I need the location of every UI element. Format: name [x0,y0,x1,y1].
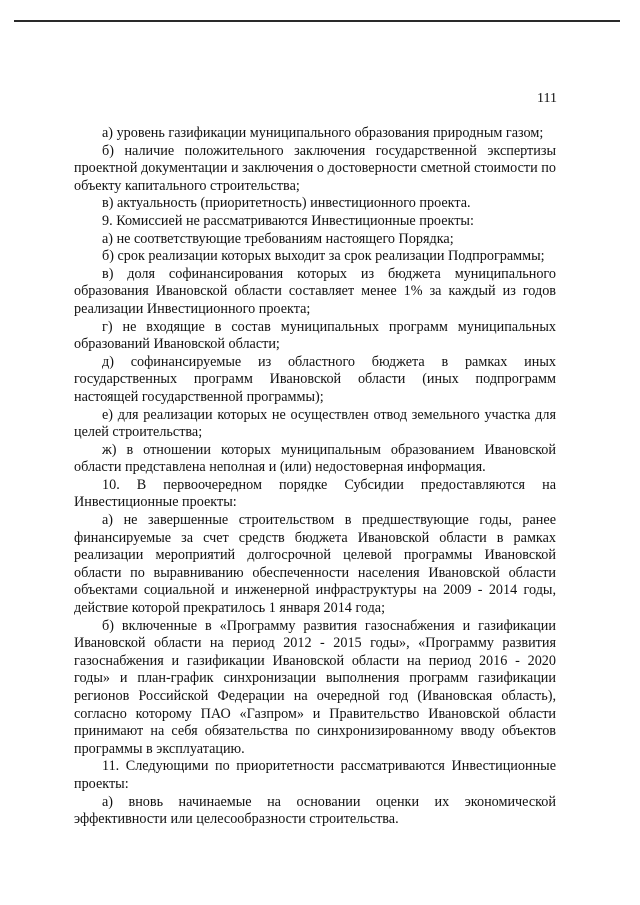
document-body [74,125,556,829]
paragraph: а) не соответствующие требованиям настоящего Порядка; [102,230,454,247]
paragraph: а) не завершенные строительством в предшествующие годы, ранее финансируемые за счет средств бюджета Ивановской области в рамках реализации мероприятий долгосрочной целевой программы Ивановской области по выравниванию обеспеченности населения Ивановской области объектами социальной и инженерной инфраструктуры на 2009 - 2014 годы, действие которой прекратилось 1 января 2014 года; [74,512,556,617]
paragraph: г) не входящие в состав муниципальных программ муниципальных образований Ивановской области; [74,318,556,353]
paragraph: 10. В первоочередном порядке Субсидии предоставляются на Инвестиционные проекты: [74,476,556,511]
paragraph: а) уровень газификации муниципального образования природным газом; [102,125,544,141]
paragraph: 9. Комиссией не рассматриваются Инвестиционные проекты: [102,212,474,229]
top-rule [14,20,620,22]
paragraph: б) срок реализации которых выходит за срок реализации Подпрограммы; [102,248,545,265]
paragraph: ж) в отношении которых муниципальным образованием Ивановской области представлена неполная и (или) недостоверная информация. [74,441,556,476]
paragraph: б) наличие положительного заключения государственной экспертизы проектной документации и заключения о достоверности сметной стоимости по объекту капитального строительства; [74,142,556,194]
paragraph: д) софинансируемые из областного бюджета в рамках иных государственных программ Ивановской области (иных подпрограмм настоящей государственной программы); [74,353,556,405]
paragraph: а) вновь начинаемые на основании оценки их экономической эффективности или целесообразности строительства. [74,793,556,828]
paragraph: в) доля софинансирования которых из бюджета муниципального образования Ивановской области составляет менее 1% за каждый из годов реализации Инвестиционного проекта; [74,265,556,317]
page-number: 111 [537,91,557,106]
paragraph: 11. Следующими по приоритетности рассматриваются Инвестиционные проекты: [74,758,556,792]
paragraph: б) включенные в «Программу развития газоснабжения и газификации Ивановской области на период 2012 - 2015 годы», «Программу развития газоснабжения и газификации Ивановской области на период 2016 - 2020 годы» и план-график синхронизации выполнения программ газификации регионов Российской Федерации на очередной год (Ивановская область), согласно которому ПАО «Газпром» и Правительство Ивановской области принимают на себя обязательства по синхронизированному вводу объектов программы в эксплуатацию. [74,617,556,757]
paragraph: в) актуальность (приоритетность) инвестиционного проекта. [102,195,471,212]
paragraph: е) для реализации которых не осуществлен отвод земельного участка для целей строительства; [74,406,556,441]
